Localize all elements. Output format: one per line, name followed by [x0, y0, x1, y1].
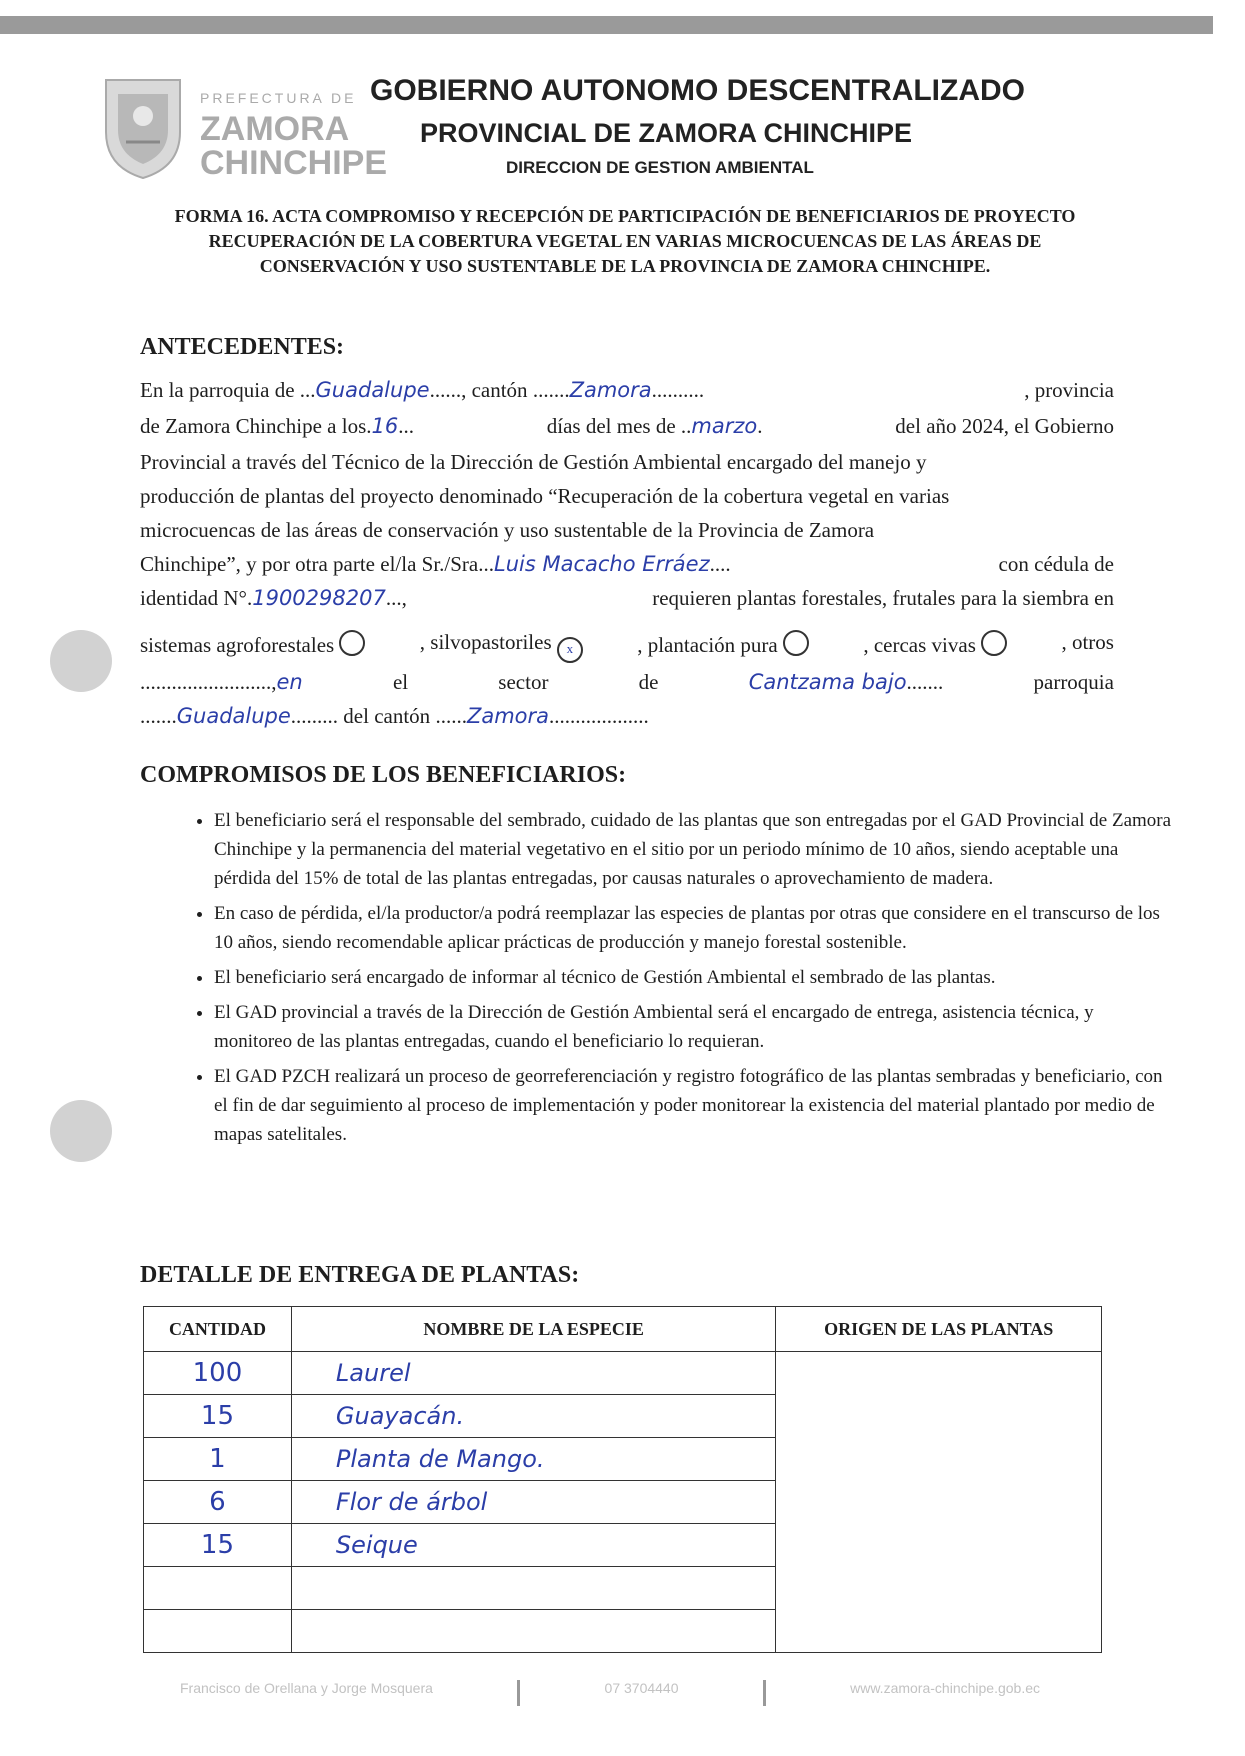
prefecture-shield-logo — [100, 72, 186, 182]
cell-cantidad[interactable] — [144, 1567, 292, 1610]
field-dia[interactable]: 16 — [371, 414, 399, 438]
punch-hole-bottom — [50, 1100, 112, 1162]
text-parroquia: En la parroquia de — [140, 378, 295, 402]
field-mes[interactable]: marzo — [691, 414, 758, 438]
brand-zamora: ZAMORA — [200, 110, 350, 148]
cell-especie[interactable]: Seique — [291, 1524, 775, 1567]
col-especie: NOMBRE DE LA ESPECIE — [291, 1307, 775, 1352]
cell-especie[interactable]: Guayacán. — [291, 1395, 775, 1438]
cell-especie[interactable] — [291, 1567, 775, 1610]
cell-cantidad[interactable]: 100 — [144, 1352, 292, 1395]
footer-address: Francisco de Orellana y Jorge Mosquera — [180, 1680, 433, 1696]
table-row — [144, 1352, 1102, 1395]
list-item: • El GAD PZCH realizará un proceso de georreferenciación y registro fotográfico de las plantas sembradas y beneficiario, con el fin de dar seguimiento al proceso de implementación y poder monitorear la existencia del material plantado por medio de mapas satelitales. — [214, 1062, 1174, 1149]
footer-phone: 07 3704440 — [604, 1680, 679, 1696]
radio-agroforestales[interactable] — [339, 630, 365, 656]
org-department: DIRECCION DE GESTION AMBIENTAL — [506, 158, 814, 177]
cell-cantidad[interactable]: 6 — [144, 1481, 292, 1524]
table-header-row — [144, 1307, 1102, 1352]
org-title-line2: PROVINCIAL DE ZAMORA CHINCHIPE — [420, 118, 913, 148]
radio-cercas-vivas[interactable] — [981, 630, 1007, 656]
field-beneficiario[interactable]: Luis Macacho Erráez — [494, 552, 710, 576]
cell-especie[interactable]: Flor de árbol — [291, 1481, 775, 1524]
footer-website[interactable]: www.zamora-chinchipe.gob.ec — [850, 1680, 1040, 1696]
form-title — [140, 204, 1110, 279]
compromisos-list — [158, 806, 1174, 1155]
field-parroquia-2[interactable]: Guadalupe — [176, 704, 291, 728]
field-en[interactable]: en — [276, 670, 303, 694]
plants-table — [143, 1306, 1102, 1653]
radio-plantacion-pura[interactable] — [783, 630, 809, 656]
form-title-line2: RECUPERACIÓN DE LA COBERTURA VEGETAL EN VARIAS MICROCUENCAS DE LAS ÁREAS DE — [208, 231, 1042, 251]
cell-especie[interactable]: Laurel — [291, 1352, 775, 1395]
field-sector[interactable]: Cantzama bajo — [748, 670, 907, 694]
cell-cantidad[interactable] — [144, 1610, 292, 1653]
org-title-line1: GOBIERNO AUTONOMO DESCENTRALIZADO — [370, 74, 1026, 107]
cell-cantidad[interactable]: 1 — [144, 1438, 292, 1481]
compromisos-heading: COMPROMISOS DE LOS BENEFICIARIOS: — [140, 762, 627, 788]
antecedentes-heading: ANTECEDENTES: — [140, 334, 345, 360]
punch-hole-top — [50, 630, 112, 692]
col-origen: ORIGEN DE LAS PLANTAS — [776, 1307, 1102, 1352]
form-title-line3: CONSERVACIÓN Y USO SUSTENTABLE DE LA PROVINCIA DE ZAMORA CHINCHIPE. — [259, 256, 991, 276]
list-item: • El GAD provincial a través de la Dirección de Gestión Ambiental será el encargado de entrega, asistencia técnica, y monitoreo de las plantas entregadas, cuando el beneficiario lo requieran. — [214, 998, 1174, 1056]
field-parroquia[interactable]: Guadalupe — [315, 378, 430, 402]
cell-cantidad[interactable]: 15 — [144, 1395, 292, 1438]
footer-divider — [517, 1680, 520, 1706]
list-item: • El beneficiario será el responsable del sembrado, cuidado de las plantas que son entregadas por el GAD Provincial de Zamora Chinchipe y la permanencia del material vegetativo en el sitio por un periodo mínimo de 10 años, siendo aceptable una pérdida del 15% de total de las plantas entregadas, por causas naturales o aprovechamiento de madera. — [214, 806, 1174, 893]
field-cedula[interactable]: 1900298207 — [252, 586, 386, 610]
radio-silvopastoriles[interactable]: x — [557, 637, 583, 663]
col-cantidad: CANTIDAD — [144, 1307, 292, 1352]
page-footer — [180, 1680, 1040, 1706]
form-title-line1: FORMA 16. ACTA COMPROMISO Y RECEPCIÓN DE PARTICIPACIÓN DE BENEFICIARIOS DE PROYECTO — [174, 206, 1076, 226]
cell-cantidad[interactable]: 15 — [144, 1524, 292, 1567]
scan-top-bar — [0, 16, 1213, 34]
detalle-heading: DETALLE DE ENTREGA DE PLANTAS: — [140, 1262, 580, 1288]
cell-origen[interactable] — [776, 1352, 1102, 1653]
list-item: • El beneficiario será encargado de informar al técnico de Gestión Ambiental el sembrado de las plantas. — [214, 963, 1174, 992]
brand-chinchipe: CHINCHIPE — [200, 144, 388, 182]
cell-especie[interactable]: Planta de Mango. — [291, 1438, 775, 1481]
brand-prefectura: PREFECTURA DE — [200, 90, 357, 106]
footer-divider — [763, 1680, 766, 1706]
list-item: • En caso de pérdida, el/la productor/a podrá reemplazar las especies de plantas por otras que considere en el transcurso de los 10 años, siendo recomendable aplicar prácticas de producción y manejo forestal sostenible. — [214, 899, 1174, 957]
cell-especie[interactable] — [291, 1610, 775, 1653]
field-canton[interactable]: Zamora — [569, 378, 652, 402]
field-canton-2[interactable]: Zamora — [466, 704, 549, 728]
